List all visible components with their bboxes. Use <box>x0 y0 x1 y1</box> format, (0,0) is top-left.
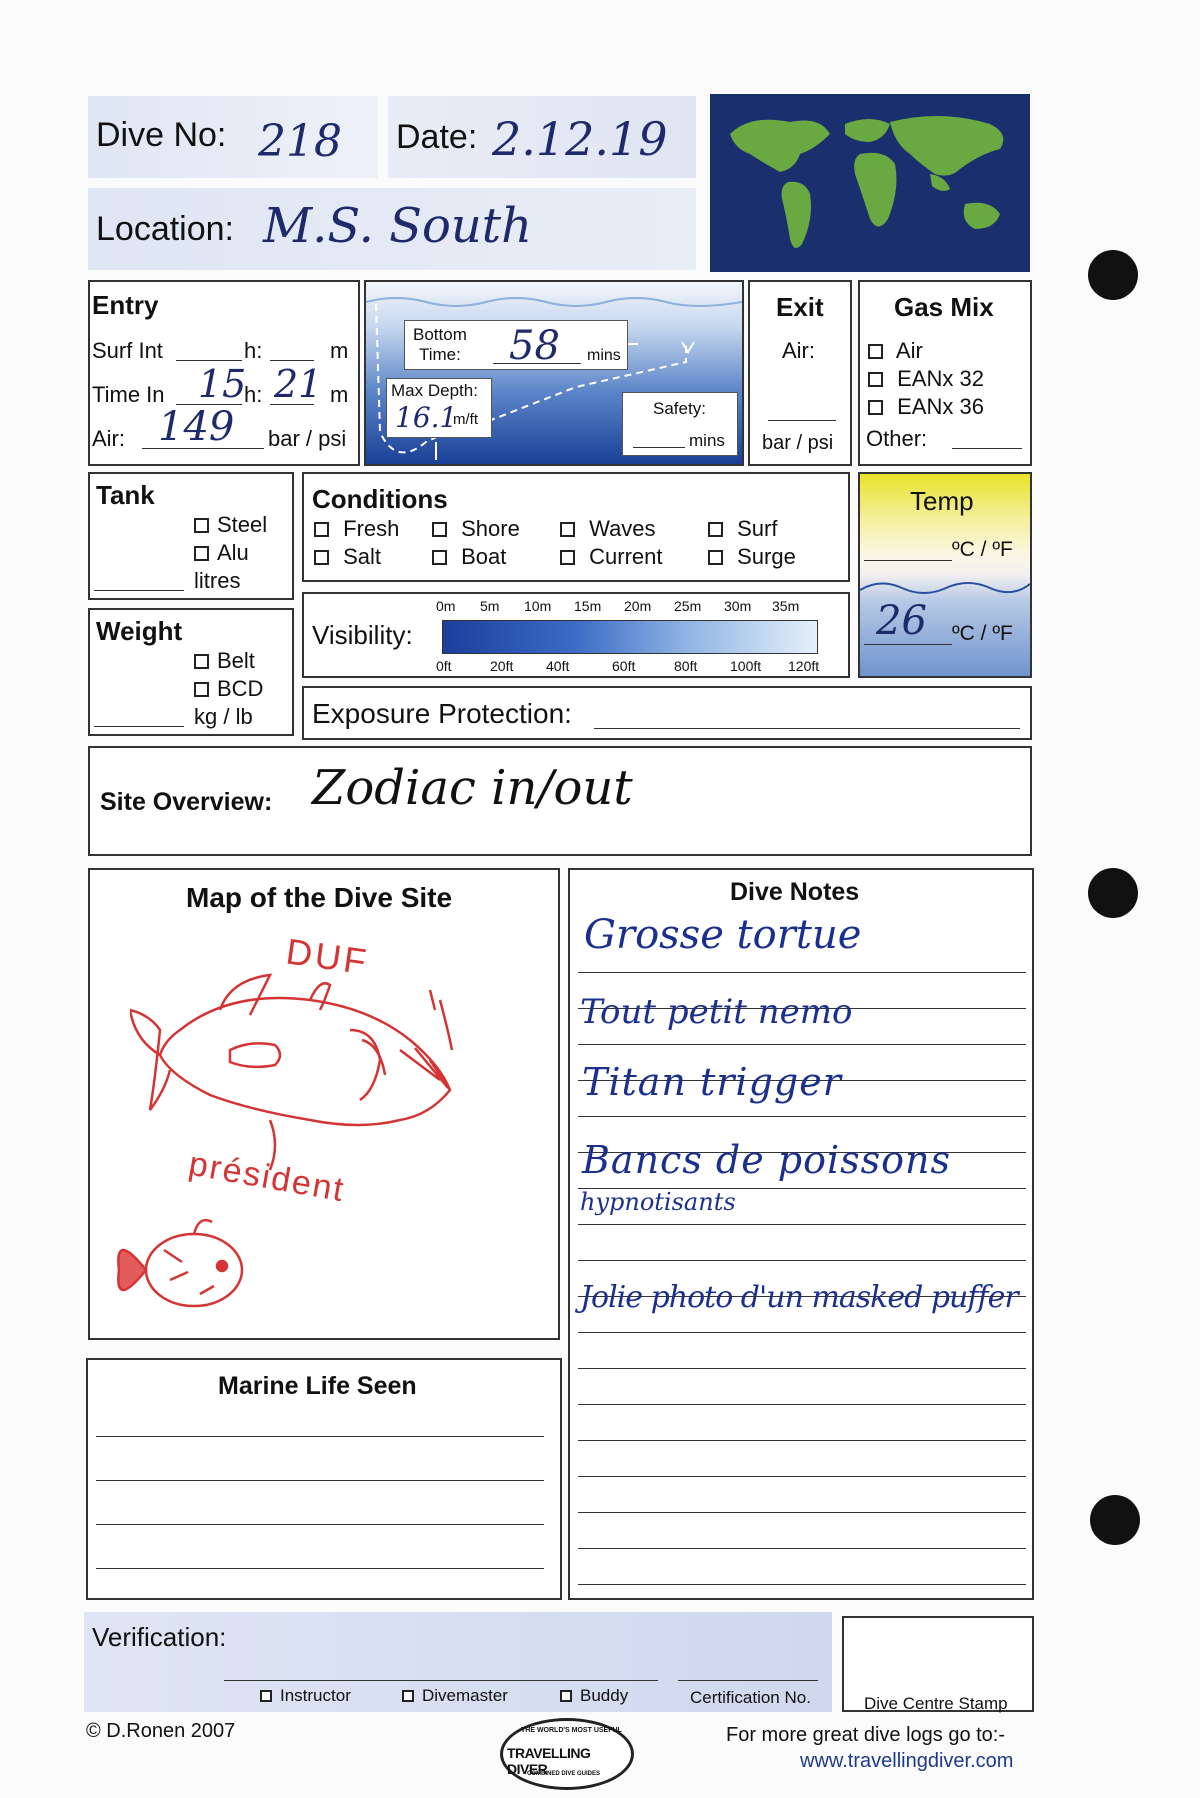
tank-option-steel[interactable] <box>194 512 267 538</box>
vis-tick: 80ft <box>674 658 698 674</box>
weight-option-label: BCD <box>217 676 264 701</box>
steel-checkbox[interactable] <box>194 518 209 533</box>
condition-surge[interactable] <box>708 544 796 570</box>
surf-int-h-line <box>176 360 242 361</box>
eanx36-checkbox[interactable] <box>868 400 883 415</box>
time-in-label: Time In <box>92 382 165 407</box>
gas-option-eanx32[interactable] <box>868 366 984 392</box>
dive-no-value: 218 <box>258 116 342 167</box>
time-in-h-value: 15 <box>198 362 247 406</box>
map-section <box>88 868 560 1340</box>
entry-section <box>88 280 360 466</box>
time-in-m-label: m <box>330 382 349 407</box>
notes-line <box>578 1440 1026 1441</box>
gas-option-label: EANx 36 <box>897 394 984 419</box>
condition-label: Salt <box>343 544 382 569</box>
verify-option-label: Instructor <box>280 1686 351 1705</box>
surf-checkbox[interactable] <box>708 522 723 537</box>
bottom-time-value: 58 <box>509 323 560 369</box>
map-title: Map of the Dive Site <box>186 882 453 913</box>
marine-life-title: Marine Life Seen <box>218 1372 417 1400</box>
vis-tick: 120ft <box>788 658 820 674</box>
verify-divemaster[interactable] <box>402 1686 508 1706</box>
condition-label: Fresh <box>343 516 400 541</box>
note-line-5: Jolie photo d'un masked puffer <box>580 1280 1018 1315</box>
surf-int-m-line <box>270 360 314 361</box>
visibility-gradient-bar[interactable] <box>442 620 818 654</box>
vis-tick: 0m <box>436 598 456 614</box>
divemaster-checkbox[interactable] <box>402 1690 414 1702</box>
condition-label: Waves <box>589 516 656 541</box>
weight-title: Weight <box>96 616 183 646</box>
dive-centre-stamp-label: Dive Centre Stamp <box>864 1694 1008 1713</box>
vis-tick: 25m <box>674 598 702 614</box>
eanx32-checkbox[interactable] <box>868 372 883 387</box>
location-box <box>88 188 696 270</box>
notes-line <box>578 1368 1026 1369</box>
surf-int-m-label: m <box>330 338 349 363</box>
location-label: Location: <box>96 210 234 248</box>
temp-section <box>858 472 1032 678</box>
exposure-label: Exposure Protection: <box>312 698 572 729</box>
gas-other-label: Other: <box>866 426 928 451</box>
binder-hole <box>1090 1495 1140 1545</box>
exit-title: Exit <box>776 292 824 322</box>
condition-label: Shore <box>461 516 520 541</box>
vis-tick: 40ft <box>546 658 570 674</box>
binder-hole <box>1088 868 1138 918</box>
world-map-graphic <box>710 94 1030 272</box>
marine-life-line <box>96 1436 544 1437</box>
verification-section <box>84 1612 832 1712</box>
belt-checkbox[interactable] <box>194 654 209 669</box>
vis-tick: 20m <box>624 598 652 614</box>
visibility-scale-metric <box>436 598 800 614</box>
max-depth-box <box>386 378 492 438</box>
date-label: Date: <box>396 118 478 156</box>
verification-label: Verification: <box>92 1622 227 1652</box>
shore-checkbox[interactable] <box>432 522 447 537</box>
dive-no-label: Dive No: <box>96 116 227 154</box>
temp-air-unit: ºC / ºF <box>952 538 1013 561</box>
stamp-top-text: DUF <box>283 930 372 983</box>
fresh-checkbox[interactable] <box>314 522 329 537</box>
notes-line <box>578 1548 1026 1549</box>
note-line-1: Grosse tortue <box>584 912 862 958</box>
note-line-2: Tout petit nemo <box>580 992 853 1032</box>
waves-checkbox[interactable] <box>560 522 575 537</box>
copyright-text: © D.Ronen 2007 <box>86 1720 236 1742</box>
safety-mins: mins <box>689 431 725 450</box>
location-value: M.S. South <box>263 198 532 254</box>
notes-line <box>578 1512 1026 1513</box>
vis-tick: 100ft <box>730 658 762 674</box>
bottom-time-label: Bottom Time: <box>413 325 467 364</box>
visibility-section <box>302 592 850 678</box>
condition-boat[interactable] <box>432 544 506 570</box>
conditions-title: Conditions <box>312 484 448 514</box>
tank-litres-line <box>94 590 184 591</box>
bottom-time-box <box>404 320 628 370</box>
marine-life-line <box>96 1480 544 1481</box>
tank-section <box>88 472 294 600</box>
condition-label: Boat <box>461 544 507 569</box>
visibility-label: Visibility: <box>312 620 413 650</box>
site-overview-section <box>88 746 1032 856</box>
entry-air-label: Air: <box>92 426 125 451</box>
vis-tick: 20ft <box>490 658 514 674</box>
gas-mix-section <box>858 280 1032 466</box>
vis-tick: 30m <box>724 598 752 614</box>
stamp-bottom-text: président <box>185 1144 349 1210</box>
air-checkbox[interactable] <box>868 344 883 359</box>
verify-option-label: Buddy <box>580 1686 629 1705</box>
vis-tick: 0ft <box>436 658 452 674</box>
buddy-checkbox[interactable] <box>560 1690 572 1702</box>
vis-tick: 15m <box>574 598 602 614</box>
gas-other-line <box>952 448 1022 449</box>
exit-air-unit: bar / psi <box>762 432 834 454</box>
gas-option-label: EANx 32 <box>897 366 984 391</box>
vis-tick: 35m <box>772 598 800 614</box>
dive-notes-section <box>568 868 1034 1600</box>
condition-waves[interactable] <box>560 516 656 542</box>
website-link[interactable]: www.travellingdiver.com <box>800 1750 1014 1772</box>
vis-tick: 5m <box>480 598 500 614</box>
more-logs-text: For more great dive logs go to:- <box>726 1724 1006 1746</box>
site-overview-label: Site Overview: <box>100 788 273 816</box>
marine-life-section <box>86 1358 562 1600</box>
notes-line <box>578 972 1026 973</box>
max-depth-unit: m/ft <box>453 411 478 428</box>
instructor-checkbox[interactable] <box>260 1690 272 1702</box>
notes-line <box>578 1476 1026 1477</box>
vis-tick: 10m <box>524 598 552 614</box>
condition-fresh[interactable] <box>314 516 399 542</box>
gas-option-label: Air <box>895 338 923 363</box>
gas-mix-title: Gas Mix <box>894 292 994 322</box>
note-line-4: Bancs de poissons <box>582 1138 952 1182</box>
marine-life-line <box>96 1524 544 1525</box>
dive-notes-title: Dive Notes <box>730 878 860 906</box>
notes-line <box>578 1116 1026 1117</box>
puffer-fish-stamp-icon <box>104 1210 254 1330</box>
temp-air-line <box>864 560 952 561</box>
visibility-scale-imperial <box>436 658 820 674</box>
site-overview-value: Zodiac in/out <box>312 760 633 816</box>
entry-title: Entry <box>92 290 159 320</box>
vis-tick: 60ft <box>612 658 636 674</box>
entry-air-value: 149 <box>158 404 235 450</box>
time-in-h-label: h: <box>244 382 263 407</box>
condition-salt[interactable] <box>314 544 381 570</box>
certification-line <box>678 1680 818 1681</box>
notes-line <box>578 1584 1026 1585</box>
gas-option-air[interactable] <box>868 338 923 364</box>
logo-main-text: TRAVELLING DIVER <box>507 1745 591 1777</box>
verify-option-label: Divemaster <box>422 1686 508 1705</box>
logo-bottom-text: COMBINED DIVE GUIDES <box>527 1771 601 1777</box>
condition-surf[interactable] <box>708 516 777 542</box>
weight-unit-label: kg / lb <box>194 704 253 729</box>
weight-section <box>88 608 294 736</box>
temp-title: Temp <box>910 486 974 516</box>
notes-line <box>578 1260 1026 1261</box>
date-box <box>388 96 696 178</box>
conditions-section <box>302 472 850 582</box>
surf-int-h-label: h: <box>244 338 263 363</box>
certification-label: Certification No. <box>690 1688 811 1707</box>
verify-instructor[interactable] <box>260 1686 351 1706</box>
condition-current[interactable] <box>560 544 662 570</box>
note-line-3: Titan trigger <box>582 1060 842 1104</box>
condition-label: Surge <box>737 544 796 569</box>
note-line-4b: hypnotisants <box>580 1188 736 1216</box>
max-depth-label: Max Depth: <box>391 381 478 400</box>
alu-checkbox[interactable] <box>194 546 209 561</box>
notes-line <box>578 1044 1026 1045</box>
dive-centre-stamp-box <box>842 1616 1034 1712</box>
tank-title: Tank <box>96 480 155 510</box>
temp-water-line <box>864 644 952 645</box>
condition-shore[interactable] <box>432 516 520 542</box>
notes-line <box>578 1404 1026 1405</box>
tank-litres-label: litres <box>194 568 241 593</box>
condition-label: Current <box>589 544 663 569</box>
boat-checkbox[interactable] <box>432 550 447 565</box>
tank-option-alu[interactable] <box>194 540 249 566</box>
verification-signature-line <box>224 1680 658 1681</box>
exit-section <box>748 280 852 466</box>
weight-option-label: Belt <box>217 648 255 673</box>
dive-profile-panel <box>364 280 744 466</box>
dive-no-box <box>88 96 378 178</box>
exposure-line <box>594 728 1020 729</box>
salt-checkbox[interactable] <box>314 550 329 565</box>
world-map-image <box>710 94 1030 272</box>
surge-checkbox[interactable] <box>708 550 723 565</box>
exit-air-line <box>768 420 836 421</box>
safety-line <box>633 447 685 448</box>
safety-box <box>622 392 738 456</box>
temp-water-unit: ºC / ºF <box>952 622 1013 645</box>
notes-line <box>578 1224 1026 1225</box>
max-depth-value: 16.1 <box>395 401 458 434</box>
temp-water-value: 26 <box>876 598 927 644</box>
surf-int-label: Surf Int <box>92 338 163 363</box>
safety-label: Safety: <box>653 399 706 418</box>
weight-option-bcd[interactable] <box>194 676 263 702</box>
verify-buddy[interactable] <box>560 1686 628 1706</box>
tank-option-label: Steel <box>217 512 268 537</box>
binder-hole <box>1088 250 1138 300</box>
exposure-section <box>302 686 1032 740</box>
current-checkbox[interactable] <box>560 550 575 565</box>
travelling-diver-logo <box>500 1718 634 1790</box>
bcd-checkbox[interactable] <box>194 682 209 697</box>
exit-air-label: Air: <box>782 338 815 363</box>
marine-life-line <box>96 1568 544 1569</box>
notes-line <box>578 1332 1026 1333</box>
entry-air-unit: bar / psi <box>268 426 347 451</box>
weight-option-belt[interactable] <box>194 648 255 674</box>
gas-option-eanx36[interactable] <box>868 394 984 420</box>
logo-top-text: THE WORLD'S MOST USEFUL <box>521 1727 622 1734</box>
weight-amount-line <box>94 726 184 727</box>
condition-label: Surf <box>737 516 778 541</box>
date-value: 2.12.19 <box>492 112 668 166</box>
bottom-time-mins: mins <box>587 347 621 364</box>
time-in-m-value: 21 <box>274 362 323 406</box>
tank-option-label: Alu <box>217 540 249 565</box>
